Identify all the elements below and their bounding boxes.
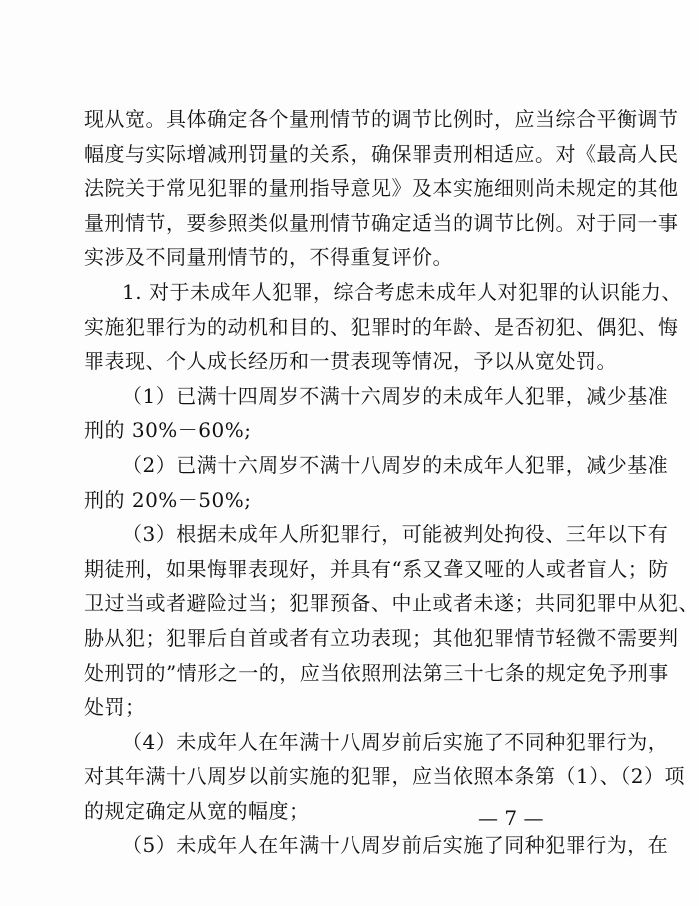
page-number: — 7 — — [478, 806, 544, 830]
text-line: 法院关于常见犯罪的量刑指导意见》及本实施细则尚未规定的其他 — [84, 176, 679, 201]
text-line: 处罚； — [84, 695, 146, 720]
text-line: 现从宽。具体确定各个量刑情节的调节比例时，应当综合平衡调节 — [84, 107, 679, 131]
document-body — [84, 102, 699, 863]
text-line: 幅度与实际增减刑罚量的关系，确保罪责刑相适应。对《最高人民 — [84, 141, 679, 166]
paragraph-first-line: （4）未成年人在年满十八周岁前后实施了不同种犯罪行为， — [122, 729, 669, 754]
text-line: 刑的 20%－50%; — [84, 487, 252, 512]
text-line: 实施犯罪行为的动机和目的、犯罪时的年龄、是否初犯、偶犯、悔 — [84, 314, 679, 339]
paragraph-first-line: （2）已满十六周岁不满十八周岁的未成年人犯罪，减少基准 — [122, 452, 669, 477]
paragraph-first-line: （5）未成年人在年满十八周岁前后实施了同种犯罪行为，在 — [122, 833, 669, 858]
text-line: 处刑罚的”情形之一的，应当依照刑法第三十七条的规定免予刑事 — [84, 660, 669, 685]
text-line: 的规定确定从宽的幅度； — [84, 798, 310, 823]
text-line: 对其年满十八周岁以前实施的犯罪，应当依照本条第（1）、（2）项 — [84, 764, 685, 789]
paragraph-first-line: 1. 对于未成年人犯罪，综合考虑未成年人对犯罪的认识能力、 — [122, 279, 682, 304]
text-line: 实涉及不同量刑情节的，不得重复评价。 — [84, 245, 453, 270]
paragraph-first-line: （1）已满十四周岁不满十六周岁的未成年人犯罪，减少基准 — [122, 383, 669, 408]
text-line: 胁从犯；犯罪后自首或者有立功表现；其他犯罪情节轻微不需要判 — [84, 625, 679, 650]
text-line: 卫过当或者避险过当；犯罪预备、中止或者未遂；共同犯罪中从犯、 — [84, 591, 699, 616]
text-line: 量刑情节，要参照类似量刑情节确定适当的调节比例。对于同一事 — [84, 210, 679, 235]
text-line: 刑的 30%－60%; — [84, 418, 252, 443]
paragraph-first-line: （3）根据未成年人所犯罪行，可能被判处拘役、三年以下有 — [122, 522, 669, 547]
text-line: 期徒刑，如果悔罪表现好，并具有“系又聋又哑的人或者盲人；防 — [84, 556, 669, 581]
text-line: 罪表现、个人成长经历和一贯表现等情况，予以从宽处罚。 — [84, 349, 617, 374]
